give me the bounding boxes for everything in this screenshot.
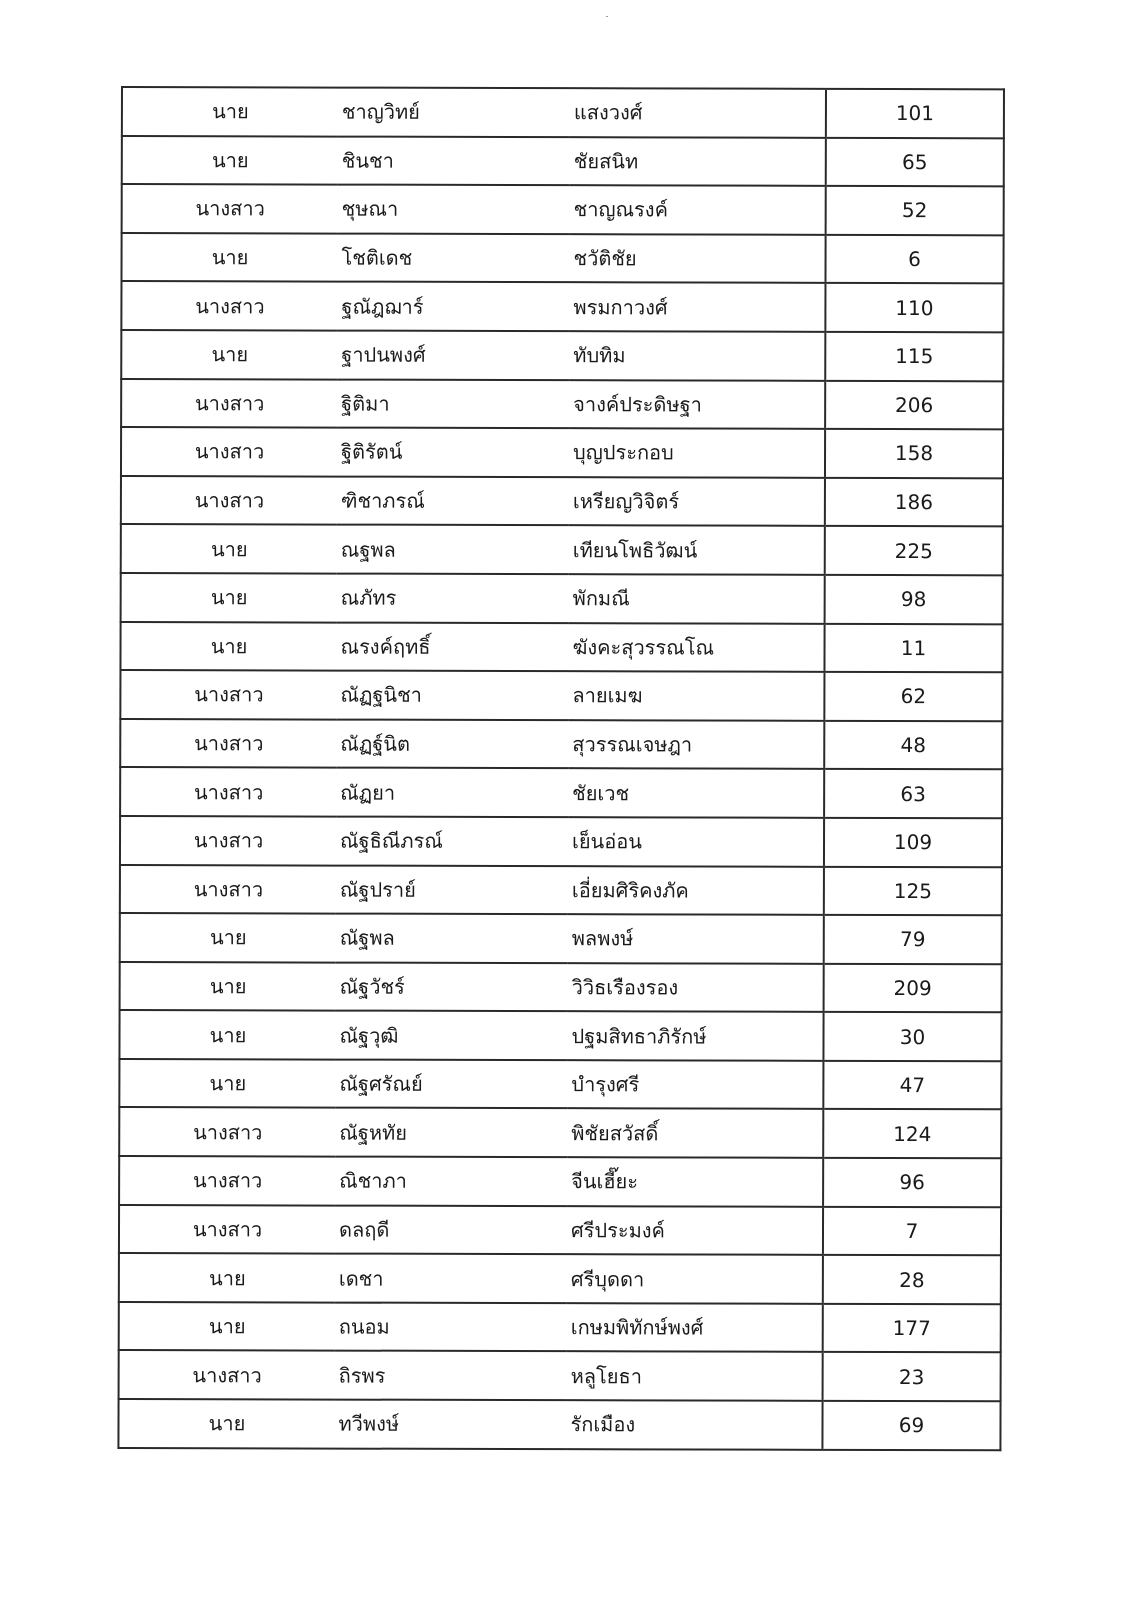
prefix-cell: นาย	[122, 136, 338, 185]
prefix-cell: นางสาว	[120, 670, 336, 719]
score-cell: 7	[823, 1206, 1001, 1255]
last-name-cell: เย็นอ่อน	[568, 817, 824, 866]
score-cell: 186	[825, 478, 1003, 527]
score-cell: 101	[826, 89, 1004, 138]
score-cell: 158	[825, 429, 1003, 478]
first-name-cell: ฐณัฎฌาร์	[337, 282, 569, 331]
score-cell: 124	[823, 1109, 1001, 1158]
table-row	[120, 622, 1002, 673]
score-cell: 48	[824, 721, 1002, 770]
last-name-cell: รักเมือง	[566, 1400, 822, 1449]
score-cell: 79	[824, 915, 1002, 964]
table-row	[119, 1205, 1001, 1256]
table-row	[121, 330, 1003, 381]
table-row	[121, 281, 1003, 332]
table-row	[119, 1253, 1001, 1304]
table-row	[119, 1059, 1001, 1110]
prefix-cell: นางสาว	[119, 1107, 335, 1156]
scan-speck	[606, 16, 608, 17]
last-name-cell: พักมณี	[569, 574, 825, 623]
table-row	[121, 233, 1003, 284]
last-name-cell: หลูโยธา	[567, 1352, 823, 1401]
first-name-cell: โชติเดช	[337, 233, 569, 282]
first-name-cell: ณัฐพล	[336, 914, 568, 963]
prefix-cell: นางสาว	[121, 427, 337, 476]
table-row	[121, 427, 1003, 478]
score-cell: 11	[824, 623, 1002, 672]
prefix-cell: นาย	[121, 573, 337, 622]
table-row	[120, 962, 1002, 1013]
first-name-cell: ชุษณา	[338, 185, 570, 234]
first-name-cell: ฑิชาภรณ์	[337, 476, 569, 525]
last-name-cell: พลพงษ์	[568, 914, 824, 963]
first-name-cell: ณัฐวัชร์	[336, 962, 568, 1011]
prefix-cell: นาย	[119, 1010, 335, 1059]
score-cell: 63	[824, 769, 1002, 818]
last-name-cell: ศรีประมงค์	[567, 1206, 823, 1255]
first-name-cell: ณภัทร	[337, 574, 569, 623]
last-name-cell: จางค์ประดิษฐา	[569, 380, 825, 429]
table-row	[121, 379, 1003, 430]
last-name-cell: เกษมพิทักษ์พงศ์	[567, 1303, 823, 1352]
first-name-cell: ณรงค์ฤทธิ์	[336, 622, 568, 671]
prefix-cell: นางสาว	[119, 1350, 335, 1399]
score-cell: 225	[825, 526, 1003, 575]
last-name-cell: ทับทิม	[569, 331, 825, 380]
table-row	[118, 1399, 1000, 1450]
score-cell: 96	[823, 1158, 1001, 1207]
first-name-cell: ณัฐวุฒิ	[335, 1011, 567, 1060]
first-name-cell: ณัฏยา	[336, 768, 568, 817]
table-row	[120, 767, 1002, 818]
table-row	[120, 816, 1002, 867]
table-row	[122, 184, 1004, 235]
score-cell: 125	[824, 866, 1002, 915]
score-cell: 52	[826, 186, 1004, 235]
first-name-cell: ณัฐศรัณย์	[335, 1059, 567, 1108]
first-name-cell: ณัฐปราย์	[336, 865, 568, 914]
table-row	[119, 1156, 1001, 1207]
table-row	[121, 476, 1003, 527]
prefix-cell: นาย	[119, 1059, 335, 1108]
table-row	[120, 864, 1002, 915]
prefix-cell: นางสาว	[120, 719, 336, 768]
score-cell: 98	[825, 575, 1003, 624]
table-row	[122, 87, 1004, 138]
score-cell: 30	[823, 1012, 1001, 1061]
table-row	[121, 573, 1003, 624]
last-name-cell: เหรียญวิจิตร์	[569, 477, 825, 526]
last-name-cell: พรมกาวงศ์	[569, 283, 825, 332]
table-row	[120, 670, 1002, 721]
prefix-cell: นางสาว	[122, 184, 338, 233]
last-name-cell: ชาญณรงค์	[570, 185, 826, 234]
score-cell: 69	[822, 1401, 1000, 1450]
table-row	[122, 136, 1004, 187]
prefix-cell: นาย	[121, 524, 337, 573]
last-name-cell: บำรุงศรี	[567, 1060, 823, 1109]
first-name-cell: ฐิติมา	[337, 379, 569, 428]
last-name-cell: ปฐมสิทธาภิรักษ์	[567, 1011, 823, 1060]
prefix-cell: นางสาว	[121, 379, 337, 428]
first-name-cell: ณฐพล	[337, 525, 569, 574]
last-name-cell: ศรีบุดดา	[567, 1254, 823, 1303]
score-cell: 109	[824, 818, 1002, 867]
last-name-cell: พิชัยสวัสดิ์	[567, 1109, 823, 1158]
first-name-cell: ณิชาภา	[335, 1157, 567, 1206]
prefix-cell: นาย	[119, 1302, 335, 1351]
name-score-table	[117, 86, 1005, 1451]
prefix-cell: นาย	[120, 962, 336, 1011]
prefix-cell: นาย	[119, 1253, 335, 1302]
last-name-cell: ชัยสนิท	[570, 137, 826, 186]
last-name-cell: แสงวงศ์	[570, 88, 826, 137]
prefix-cell: นาย	[121, 233, 337, 282]
table-row	[119, 1302, 1001, 1353]
score-cell: 23	[823, 1352, 1001, 1401]
table-row	[120, 719, 1002, 770]
last-name-cell: ชวัติชัย	[569, 234, 825, 283]
last-name-cell: เอี่ยมศิริคงภัค	[568, 866, 824, 915]
first-name-cell: ถิรพร	[335, 1351, 567, 1400]
prefix-cell: นาย	[120, 622, 336, 671]
score-cell: 47	[823, 1061, 1001, 1110]
table-row	[121, 524, 1003, 575]
prefix-cell: นางสาว	[119, 1205, 335, 1254]
table-row	[119, 1350, 1001, 1401]
last-name-cell: สุวรรณเจษฎา	[568, 720, 824, 769]
prefix-cell: นางสาว	[119, 1156, 335, 1205]
table-row	[119, 1107, 1001, 1158]
prefix-cell: นางสาว	[121, 281, 337, 330]
first-name-cell: ทวีพงษ์	[334, 1400, 566, 1449]
table-row	[120, 913, 1002, 964]
last-name-cell: เทียนโพธิวัฒน์	[569, 526, 825, 575]
first-name-cell: ณัฐหทัย	[335, 1108, 567, 1157]
table-row	[119, 1010, 1001, 1061]
score-cell: 115	[825, 332, 1003, 381]
first-name-cell: เดชา	[335, 1254, 567, 1303]
last-name-cell: วิวิธเรืองรอง	[568, 963, 824, 1012]
prefix-cell: นาย	[121, 330, 337, 379]
first-name-cell: ชาญวิทย์	[338, 88, 570, 137]
score-cell: 62	[824, 672, 1002, 721]
last-name-cell: บุญประกอบ	[569, 428, 825, 477]
score-cell: 177	[823, 1304, 1001, 1353]
prefix-cell: นาย	[118, 1399, 334, 1448]
prefix-cell: นาย	[120, 913, 336, 962]
score-cell: 6	[825, 235, 1003, 284]
score-cell: 110	[825, 283, 1003, 332]
score-cell: 209	[824, 964, 1002, 1013]
score-cell: 206	[825, 380, 1003, 429]
first-name-cell: ชินชา	[338, 136, 570, 185]
first-name-cell: ณัฐธิณีภรณ์	[336, 816, 568, 865]
first-name-cell: ฐาปนพงศ์	[337, 331, 569, 380]
first-name-cell: ณัฏฐนิชา	[336, 671, 568, 720]
prefix-cell: นางสาว	[120, 767, 336, 816]
score-cell: 65	[826, 137, 1004, 186]
last-name-cell: ลายเมฆ	[568, 671, 824, 720]
score-cell: 28	[823, 1255, 1001, 1304]
table-body	[118, 87, 1004, 1450]
prefix-cell: นางสาว	[120, 864, 336, 913]
prefix-cell: นาย	[122, 87, 338, 136]
first-name-cell: ฐิติรัตน์	[337, 428, 569, 477]
first-name-cell: ดลฤดี	[335, 1205, 567, 1254]
prefix-cell: นางสาว	[120, 816, 336, 865]
first-name-cell: ถนอม	[335, 1302, 567, 1351]
first-name-cell: ณัฏฐ์นิต	[336, 719, 568, 768]
last-name-cell: ชัยเวช	[568, 768, 824, 817]
last-name-cell: จีนเฮี๊ยะ	[567, 1157, 823, 1206]
last-name-cell: ฆังคะสุวรรณโณ	[568, 623, 824, 672]
prefix-cell: นางสาว	[121, 476, 337, 525]
